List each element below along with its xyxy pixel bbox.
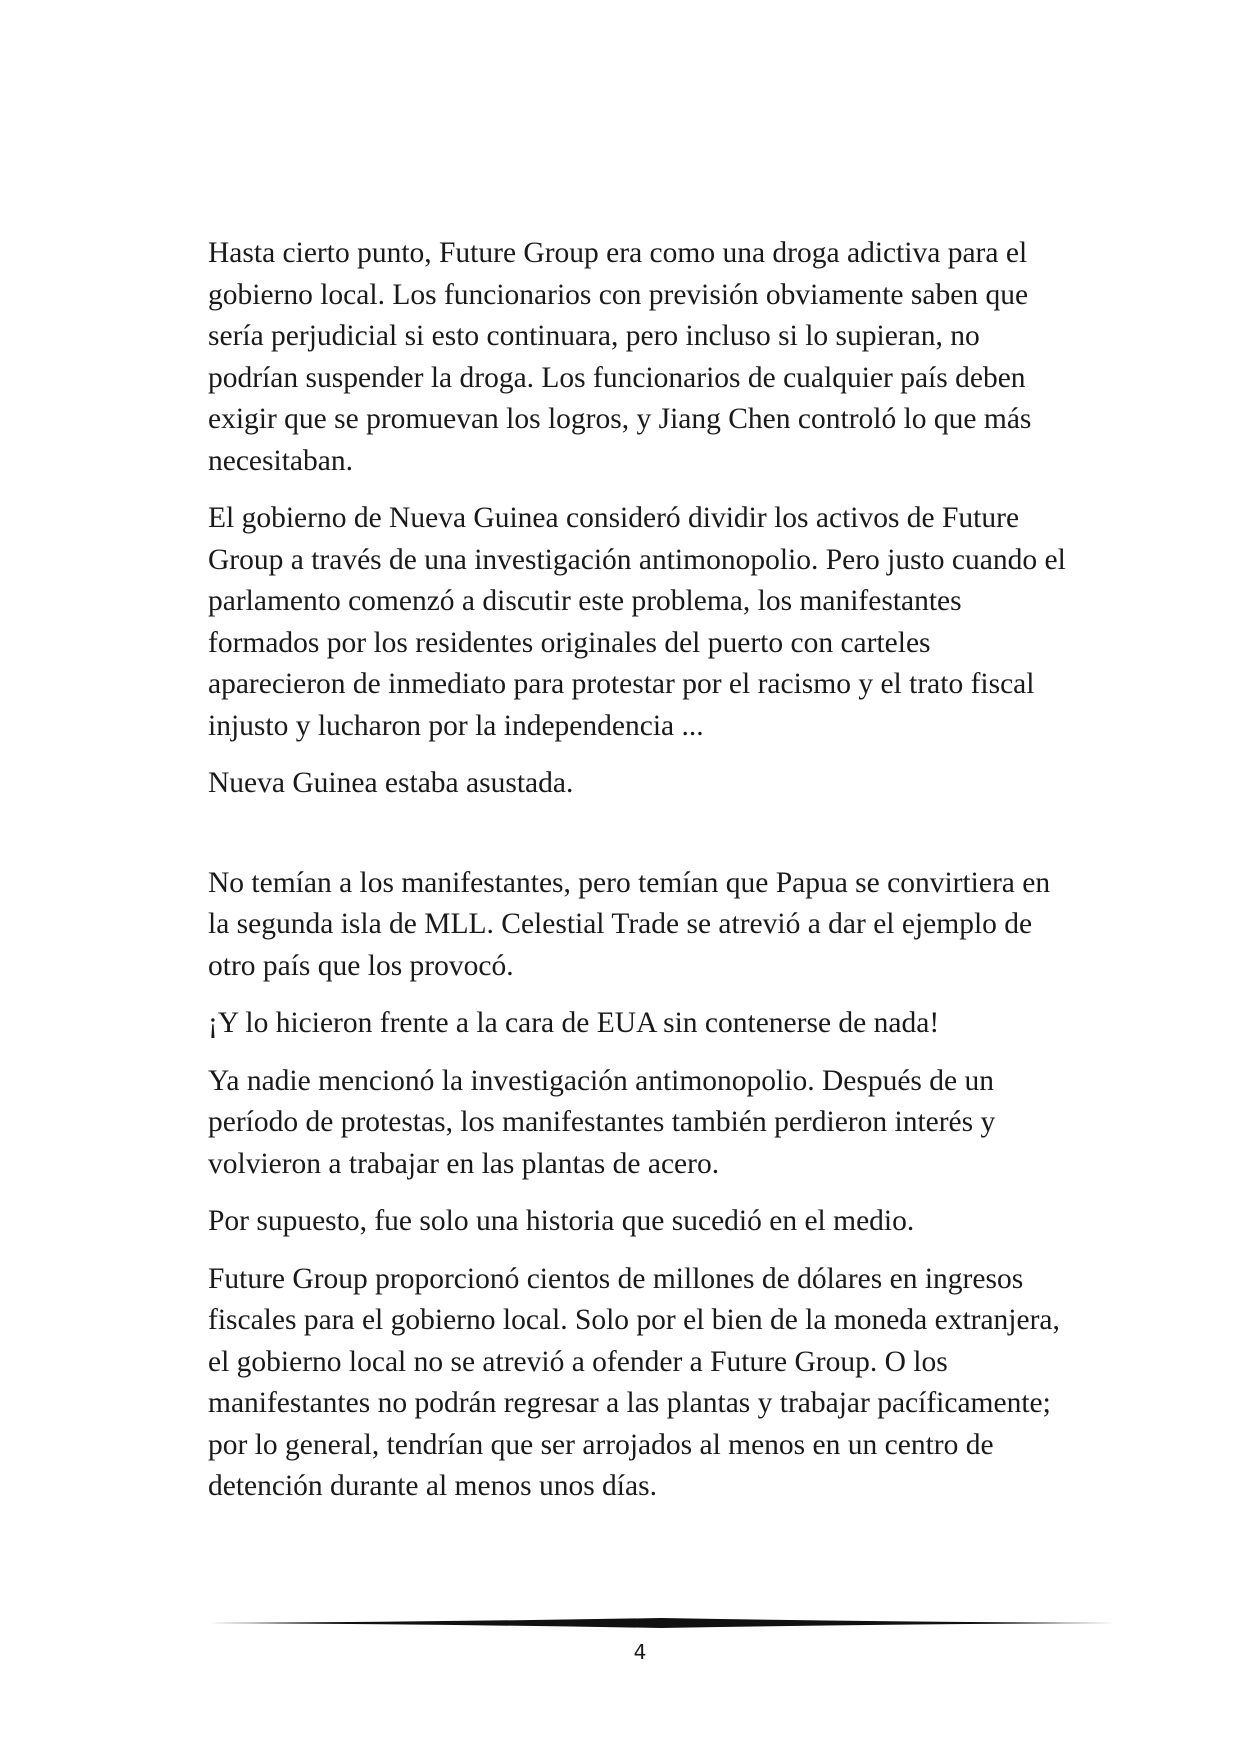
paragraph: Nueva Guinea estaba asustada. <box>208 767 574 799</box>
paragraph: No temían a los manifestantes, pero temían que Papua se convirtiera en la segunda isla de MLL. Celestial Trade se atrevió a dar el ejemplo de otro país que los provocó. <box>208 866 1051 982</box>
paragraph: ¡Y lo hicieron frente a la cara de EUA sin contenerse de nada! <box>208 1007 940 1039</box>
paragraph: Por supuesto, fue solo una historia que sucedió en el medio. <box>208 1205 915 1237</box>
paragraph: Future Group proporcionó cientos de millones de dólares en ingresos fiscales para el gobierno local. Solo por el bien de la moneda extranjera, el gobierno local no se atrevió a ofender a Future Group. O los manifestantes no podrán regresar a las plantas y trabajar pacíficamente; por lo general, tendrían que ser arrojados al menos en un centro de detención durante al menos unos días. <box>208 1262 1060 1502</box>
footer-divider <box>208 1617 1115 1629</box>
paragraph: Ya nadie mencionó la investigación antimonopolio. Después de un período de protestas, los manifestantes también perdieron interés y volvieron a trabajar en las plantas de acero. <box>208 1064 996 1180</box>
page-number: 4 <box>633 1640 647 1664</box>
paragraph: Hasta cierto punto, Future Group era como una droga adictiva para el gobierno local. Los funcionarios con previsión obviamente saben que sería perjudicial si esto continuara, pero incluso si lo supieran, no podrían suspender la droga. Los funcionarios de cualquier país deben exigir que se promuevan los logros, y Jiang Chen controló lo que más necesitaban. <box>208 237 1032 477</box>
footer-divider-stroke <box>208 1618 1115 1628</box>
paragraph: El gobierno de Nueva Guinea consideró dividir los activos de Future Group a través de una investigación antimonopolio. Pero justo cuando el parlamento comenzó a discutir este problema, los manifestantes formados por los residentes originales del puerto con carteles aparecieron de inmediato para protestar por el racismo y el trato fiscal injusto y lucharon por la independencia ... <box>208 502 1066 742</box>
document-body <box>208 233 1068 1524</box>
